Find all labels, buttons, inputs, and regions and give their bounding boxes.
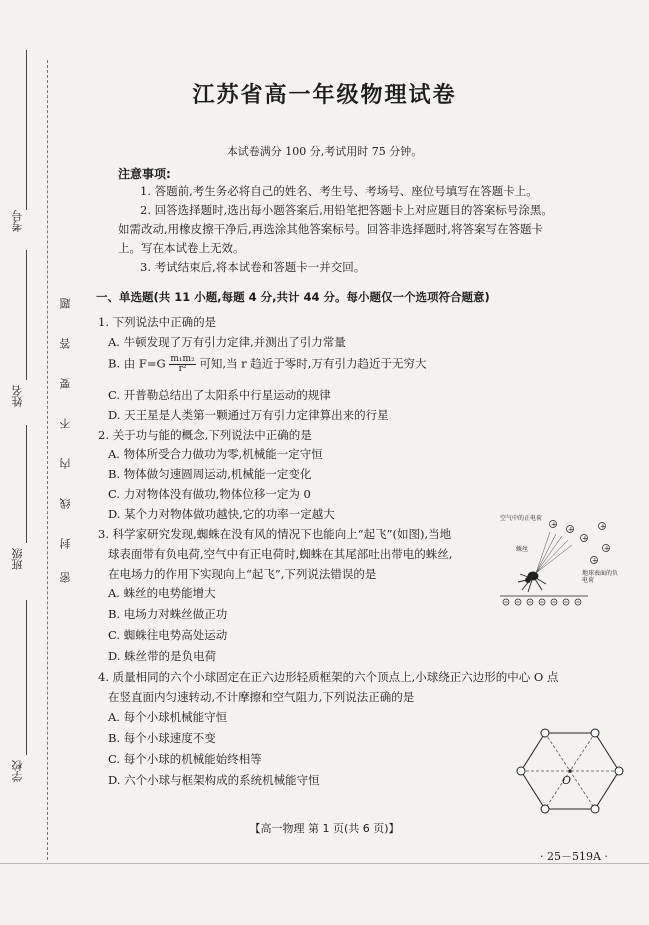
q4-option-a: A. 每个小球机械能守恒 xyxy=(108,710,228,724)
seal-char-4: 不 xyxy=(59,418,72,429)
spider-figure xyxy=(498,515,619,612)
q3-stem-line-2: 球表面带有负电荷,空气中有正电荷时,蜘蛛在其尾部吐出带电的蛛丝, xyxy=(108,547,453,561)
q2-option-d: D. 某个力对物体做功越快,它的功率一定越大 xyxy=(108,507,335,521)
q3-stem-line-3: 在电场力的作用下实现向上“起飞”,下列说法错误的是 xyxy=(108,567,377,581)
label-ground-negative-charge: 地球表面的负电荷 xyxy=(582,570,619,584)
label-air-positive-charge: 空气中的正电荷 xyxy=(500,515,543,522)
q2-option-a: A. 物体所受合力做功为零,机械能一定守恒 xyxy=(108,447,323,461)
section-title: 一、单选题(共 11 小题,每题 4 分,共计 44 分。每小题仅一个选项符合题意) xyxy=(96,290,490,304)
q3-option-c: C. 蜘蛛往电势高处运动 xyxy=(108,628,228,642)
class-line xyxy=(26,425,27,543)
q3-option-b: B. 电场力对蛛丝做正功 xyxy=(108,607,228,621)
fraction-numerator: m₁m₂ xyxy=(170,354,195,364)
q1-stem: 1. 下列说法中正确的是 xyxy=(98,315,217,329)
spider-icon xyxy=(518,572,546,592)
q4-option-d: D. 六个小球与框架构成的系统机械能守恒 xyxy=(108,773,320,787)
q3-option-a: A. 蛛丝的电势能增大 xyxy=(108,586,216,600)
seal-char-3: 要 xyxy=(59,378,72,389)
hexagon-figure xyxy=(515,725,625,821)
seal-char-2: 答 xyxy=(59,338,72,349)
q1-option-b xyxy=(108,355,426,374)
exam-number-line xyxy=(26,50,27,210)
exam-subtitle: 本试卷满分 100 分,考试用时 75 分钟。 xyxy=(226,145,423,158)
q1-option-a: A. 牛顿发现了万有引力定律,并测出了引力常量 xyxy=(108,335,346,349)
svg-text:+: + xyxy=(568,525,574,534)
svg-text:+: + xyxy=(604,544,610,553)
notice-heading: 注意事项: xyxy=(118,167,171,181)
q4-stem-line-2: 在竖直面内匀速转动,不计摩擦和空气阻力,下列说法正确的是 xyxy=(108,690,415,704)
spider-diagram xyxy=(498,518,618,608)
exam-title: 江苏省高一年级物理试卷 xyxy=(192,83,457,108)
gravity-fraction xyxy=(169,355,195,374)
q1-option-d: D. 天王星是人类第一颗通过万有引力定律算出来的行星 xyxy=(108,408,389,422)
q2-option-b: B. 物体做匀速圆周运动,机械能一定变化 xyxy=(108,467,312,481)
seal-char-1: 题 xyxy=(59,298,72,309)
air-positive-charges xyxy=(550,521,611,565)
name-label: 姓名 xyxy=(11,385,24,407)
silk-threads xyxy=(536,532,572,573)
bottom-divider xyxy=(0,863,649,864)
seal-char-7: 封 xyxy=(59,538,72,549)
svg-text:+: + xyxy=(551,520,557,529)
exam-code: · 25－519A · xyxy=(540,850,608,863)
seal-char-6: 线 xyxy=(59,498,72,509)
q4-option-c: C. 每个小球的机械能始终相等 xyxy=(108,752,262,766)
seal-char-8: 密 xyxy=(59,572,72,583)
q4-stem-line-1: 4. 质量相同的六个小球固定在正六边形轻质框架的六个顶点上,小球绕正六边形的中心 O 点 xyxy=(98,670,559,684)
q3-stem-line-1: 3. 科学家研究发现,蜘蛛在没有风的情况下也能向上“起飞”(如图),当地 xyxy=(98,527,452,541)
school-line xyxy=(26,600,27,755)
q4-option-b: B. 每个小球速度不变 xyxy=(108,731,216,745)
q1-option-b-suffix: 可知,当 r 趋近于零时,万有引力趋近于无穷大 xyxy=(199,356,427,371)
hexagon-diagram xyxy=(515,725,625,817)
svg-text:+: + xyxy=(582,534,588,543)
svg-text:+: + xyxy=(592,556,598,565)
notice-item-1: 1. 答题前,考生务必将自己的姓名、考生号、考场号、座位号填写在答题卡上。 xyxy=(140,184,538,198)
exam-number-label: 考号 xyxy=(11,210,24,232)
svg-text:+: + xyxy=(600,522,606,531)
page-footer: 【高一物理 第 1 页(共 6 页)】 xyxy=(249,822,400,835)
school-label: 学校 xyxy=(11,760,24,782)
ground-negative-charges xyxy=(503,599,581,605)
q2-option-c: C. 力对物体没有做功,物体位移一定为 0 xyxy=(108,487,311,501)
name-line xyxy=(26,250,27,380)
center-label-o: O xyxy=(562,774,572,787)
notice-item-3: 3. 考试结束后,将本试卷和答题卡一并交回。 xyxy=(140,260,366,274)
q1-option-b-prefix: B. 由 F=G xyxy=(108,356,166,371)
q2-stem: 2. 关于功与能的概念,下列说法中正确的是 xyxy=(98,428,312,442)
fraction-denominator: r² xyxy=(178,364,187,374)
class-label: 班级 xyxy=(11,548,24,570)
center-point xyxy=(568,769,571,772)
binding-dashed-line xyxy=(47,60,48,860)
seal-char-5: 内 xyxy=(59,458,72,469)
label-silk: 蛛丝 xyxy=(516,546,529,553)
q1-option-c: C. 开普勒总结出了太阳系中行星运动的规律 xyxy=(108,388,331,402)
q3-option-d: D. 蛛丝带的是负电荷 xyxy=(108,649,217,663)
notice-item-2: 2. 回答选择题时,选出每小题答案后,用铅笔把答题卡上对应题目的答案标号涂黑。如需改动,用橡皮擦干净后,再选涂其他答案标号。回答非选择题时,将答案写在答题卡上。写在本试卷上无效。 xyxy=(118,203,553,255)
